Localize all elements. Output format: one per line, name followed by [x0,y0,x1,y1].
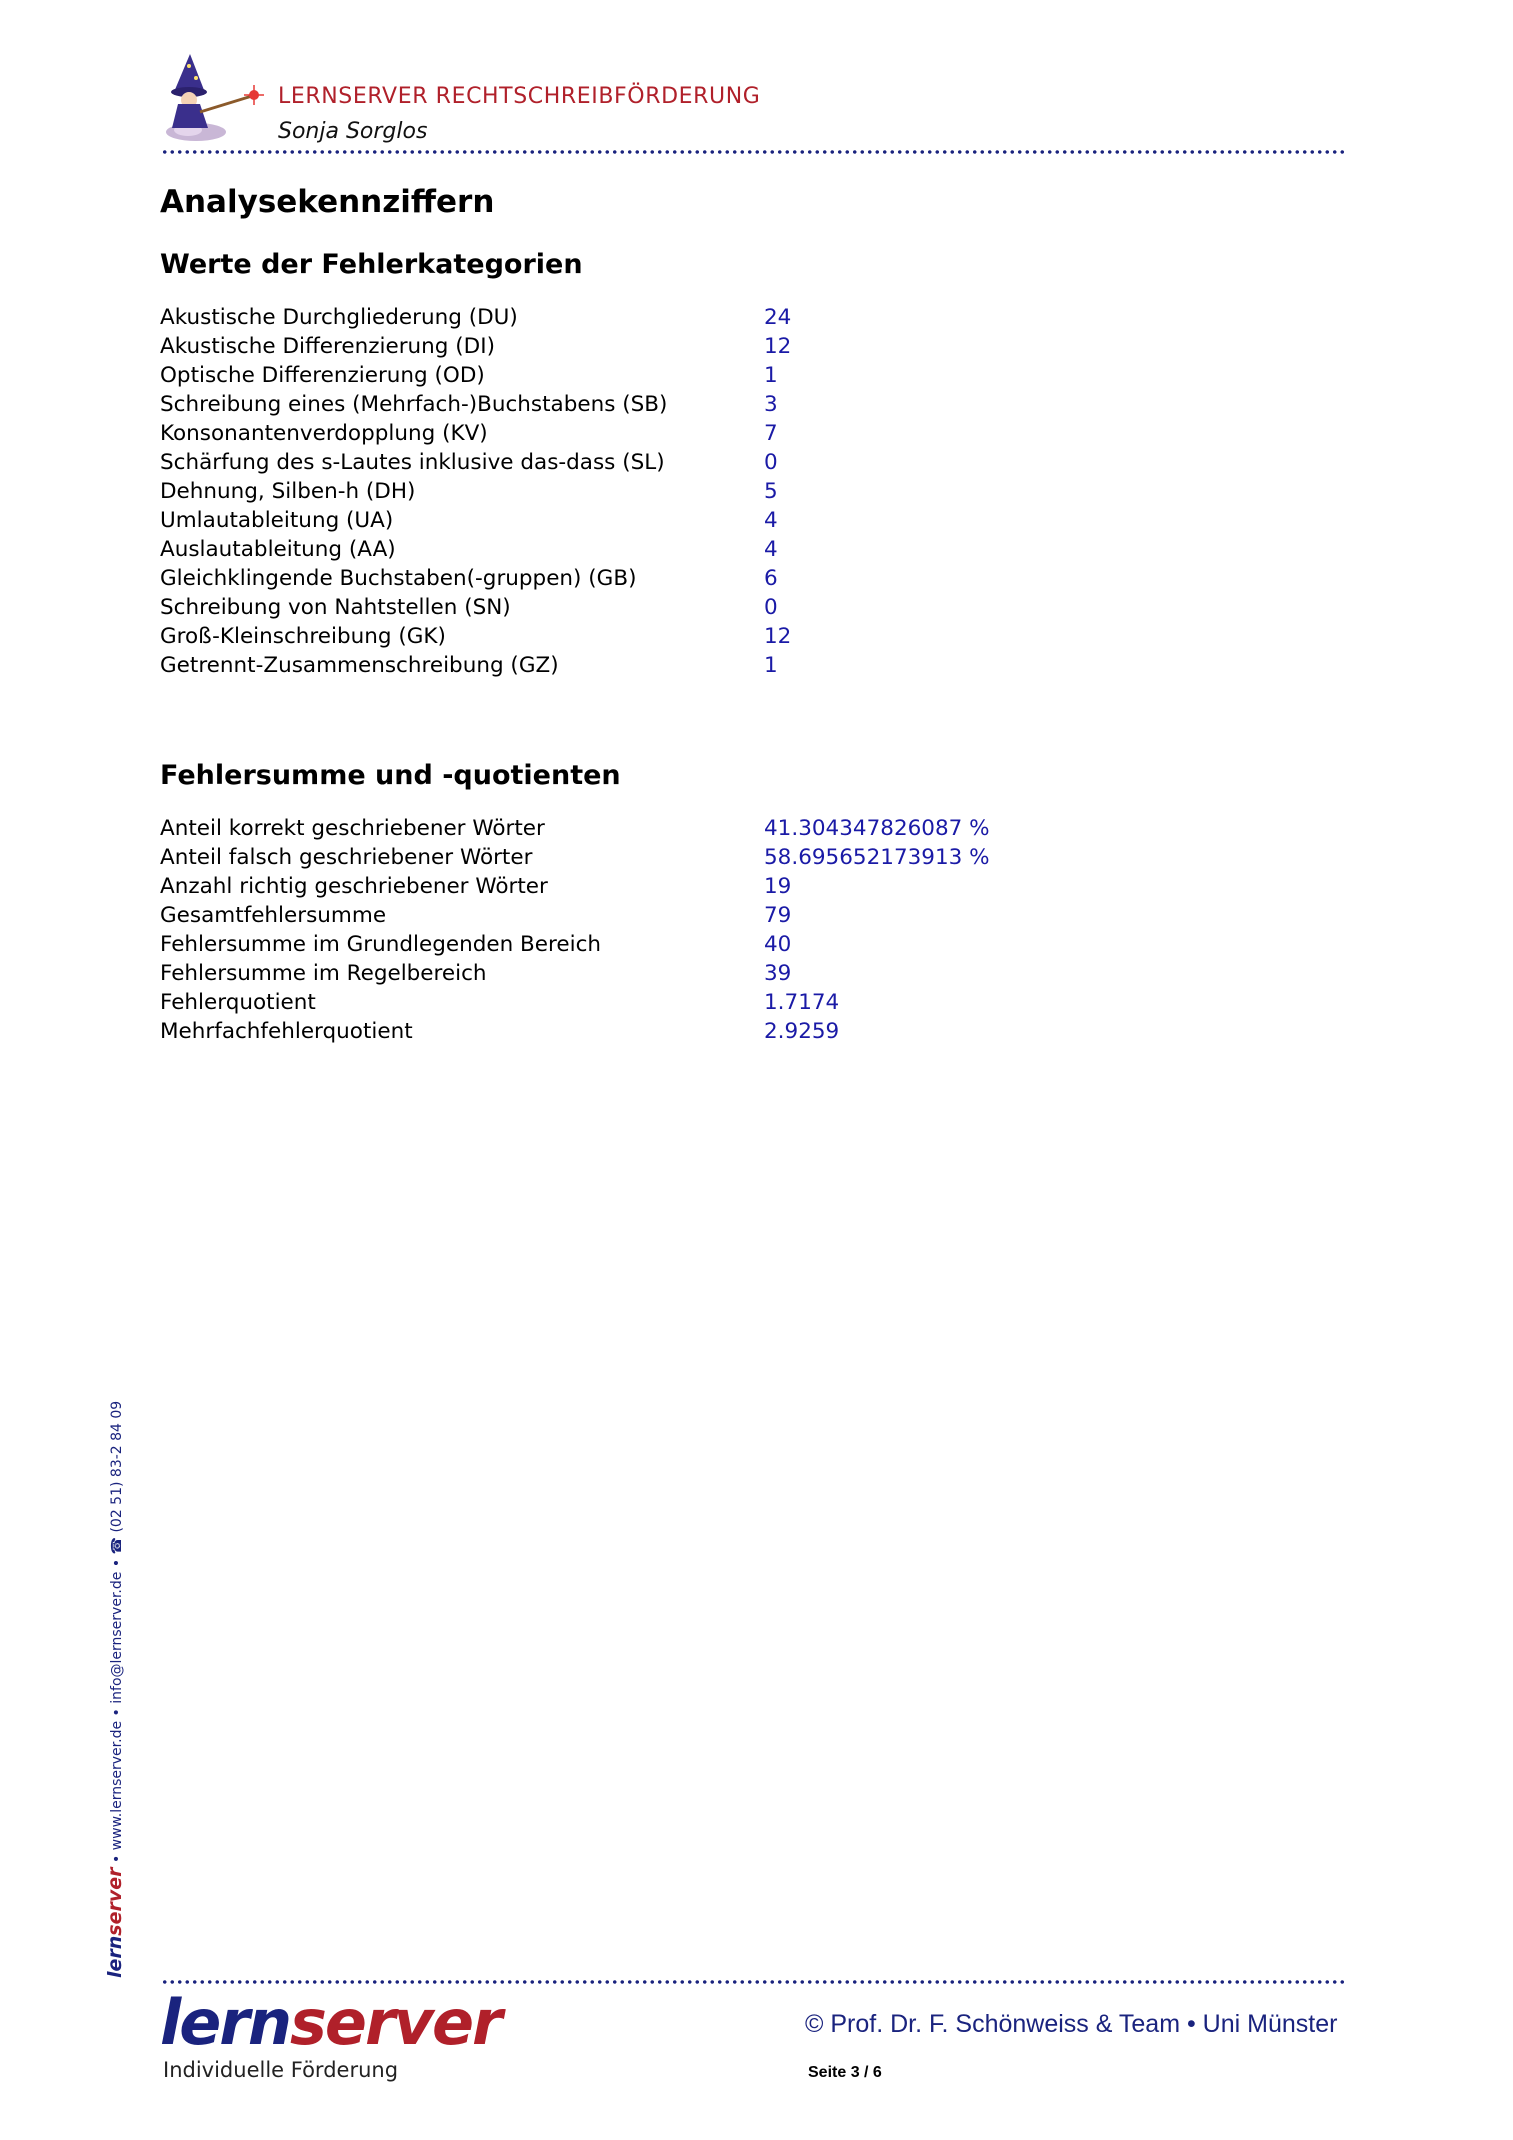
phone-icon: ☎ [109,1537,125,1555]
footer-logo [160,1986,501,2059]
wizard-logo-icon [160,52,264,147]
list-item [160,363,1060,392]
list-item [160,624,1060,653]
list-item [160,874,1060,903]
item-value: 0 [764,595,778,620]
bullet-icon: • [109,1703,125,1717]
list-item [160,537,1060,566]
item-label: Fehlerquotient [160,990,316,1015]
list-item [160,961,1060,990]
item-value: 12 [764,624,792,649]
page-number: Seite 3 / 6 [808,2064,882,2081]
item-label: Mehrfachfehlerquotient [160,1019,413,1044]
item-value: 40 [764,932,792,957]
item-value: 1 [764,363,778,388]
list-item [160,508,1060,537]
item-value: 0 [764,450,778,475]
item-value: 4 [764,537,778,562]
item-value: 1.7174 [764,990,840,1015]
bullet-icon: • [109,1554,125,1568]
item-label: Schreibung von Nahtstellen (SN) [160,595,511,620]
item-value: 4 [764,508,778,533]
item-value: 41.304347826087 % [764,816,990,841]
item-label: Dehnung, Silben-h (DH) [160,479,416,504]
item-value: 19 [764,874,792,899]
list-item [160,990,1060,1019]
list-item [160,595,1060,624]
item-value: 1 [764,653,778,678]
side-contact-strip [104,1401,126,1978]
item-label: Akustische Durchgliederung (DU) [160,305,518,330]
item-label: Schärfung des s-Lautes inklusive das-dass (SL) [160,450,665,475]
list-item [160,421,1060,450]
item-label: Gesamtfehlersumme [160,903,387,928]
footer-divider [161,1980,1345,1984]
list-item [160,392,1060,421]
item-label: Anteil korrekt geschriebener Wörter [160,816,545,841]
brand-title: LERNSERVER RECHTSCHREIBFÖRDERUNG [278,84,761,109]
list-item [160,932,1060,961]
list-item [160,816,1060,845]
side-website[interactable]: www.lernserver.de [109,1720,125,1851]
categories-heading: Werte der Fehlerkategorien [160,249,583,280]
item-label: Konsonantenverdopplung (KV) [160,421,488,446]
footer-tagline: Individuelle Förderung [163,2058,399,2082]
item-label: Anzahl richtig geschriebener Wörter [160,874,548,899]
item-value: 2.9259 [764,1019,840,1044]
item-label: Fehlersumme im Regelbereich [160,961,487,986]
side-phone: (02 51) 83-2 84 09 [109,1400,125,1533]
item-label: Gleichklingende Buchstaben(-gruppen) (GB) [160,566,637,591]
list-item [160,903,1060,932]
item-label: Anteil falsch geschriebener Wörter [160,845,533,870]
item-value: 58.695652173913 % [764,845,990,870]
logo-part1: lern [160,1986,291,2059]
item-value: 7 [764,421,778,446]
item-label: Schreibung eines (Mehrfach-)Buchstabens (SB) [160,392,668,417]
footer-copyright: © Prof. Dr. F. Schönweiss & Team • Uni Münster [805,2010,1338,2038]
item-label: Optische Differenzierung (OD) [160,363,485,388]
list-item [160,653,1060,682]
item-value: 5 [764,479,778,504]
list-item [160,450,1060,479]
side-brand [104,1867,126,1978]
item-label: Groß-Kleinschreibung (GK) [160,624,446,649]
item-value: 3 [764,392,778,417]
list-item [160,1019,1060,1048]
totals-heading: Fehlersumme und -quotienten [160,760,621,791]
item-value: 79 [764,903,792,928]
item-label: Auslautableitung (AA) [160,537,396,562]
logo-part2: server [290,1986,501,2059]
list-item [160,334,1060,363]
side-email[interactable]: info@lernserver.de [109,1571,125,1704]
item-value: 12 [764,334,792,359]
header-divider [161,150,1345,154]
list-item [160,845,1060,874]
item-label: Umlautableitung (UA) [160,508,394,533]
page-title: Analysekennziffern [160,184,495,220]
item-value: 24 [764,305,792,330]
item-label: Fehlersumme im Grundlegenden Bereich [160,932,602,957]
item-label: Akustische Differenzierung (DI) [160,334,495,359]
side-brand-part1: lern [104,1935,126,1978]
bullet-icon: • [109,1850,125,1864]
list-item [160,479,1060,508]
item-label: Getrennt-Zusammenschreibung (GZ) [160,653,559,678]
side-brand-part2: server [104,1867,126,1936]
student-name: Sonja Sorglos [278,119,428,144]
list-item [160,305,1060,334]
item-value: 39 [764,961,792,986]
list-item [160,566,1060,595]
item-value: 6 [764,566,778,591]
